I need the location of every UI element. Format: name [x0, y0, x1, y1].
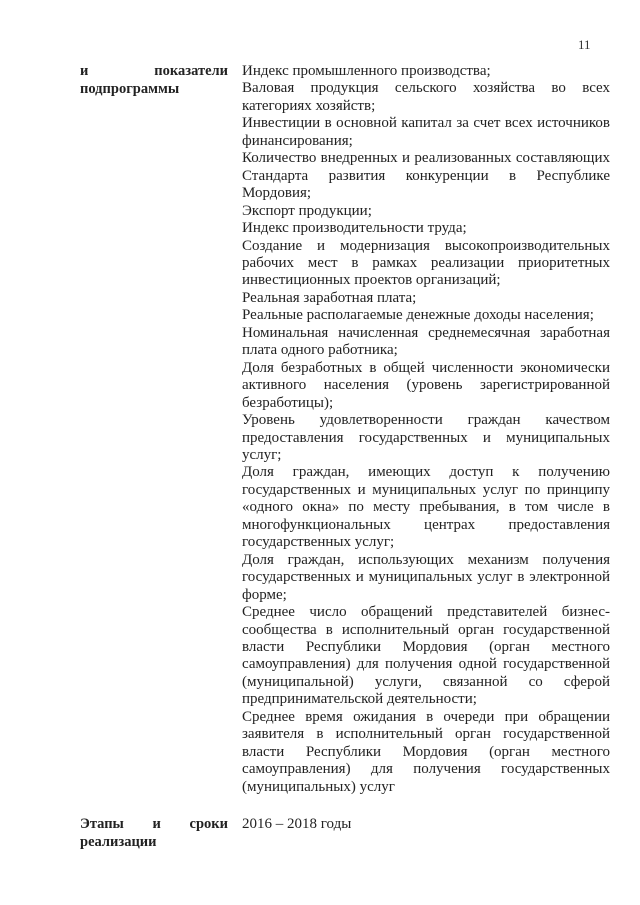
indicator-item: Инвестиции в основной капитал за счет всех источников финансирования;: [242, 115, 610, 149]
indicator-item: Экспорт продукции;: [242, 202, 372, 219]
indicator-item: Индекс производительности труда;: [242, 220, 467, 237]
indicator-item: Валовая продукция сельского хозяйства во всех категориях хозяйств;: [242, 80, 610, 114]
indicator-item: Создание и модернизация высокопроизводительных рабочих мест в рамках реализации приоритетных инвестиционных проектов организаций;: [242, 237, 610, 289]
indicators-list: [242, 63, 610, 796]
indicator-item: Уровень удовлетворенности граждан качеством предоставления государственных и муниципальных услуг;: [242, 412, 610, 463]
stages-label: [80, 816, 228, 851]
indicator-item: Доля граждан, имеющих доступ к получению государственных и муниципальных услуг по принципу «одного окна» по месту пребывания, в том числе в многофункциональных центрах предоставления государственных услуг;: [242, 464, 610, 551]
stages-label-line1: Этапы и сроки: [80, 816, 228, 832]
indicator-item: Доля граждан, использующих механизм получения государственных и муниципальных услуг в электронной форме;: [242, 551, 610, 603]
indicator-item: Реальные располагаемые денежные доходы населения;: [242, 307, 594, 324]
indicator-item: Реальная заработная плата;: [242, 289, 417, 306]
stages-value: 2016 – 2018 годы: [242, 816, 352, 832]
indicator-item: Количество внедренных и реализованных составляющих Стандарта развития конкуренции в Республике Мордовия;: [242, 150, 610, 202]
indicator-item: Среднее время ожидания в очереди при обращении заявителя в исполнительный орган государственной власти Республики Мордовия (орган местного самоуправления) для получения государственных (муниципальных) услуг: [242, 708, 610, 795]
page-number: 11: [578, 37, 591, 52]
indicators-label: [80, 63, 228, 796]
indicator-item: Среднее число обращений представителей бизнес-сообщества в исполнительный орган государственной власти Республики Мордовия (орган местного самоуправления) для получения одной государственной (муниципальной) услуги, связанной со сферой предпринимательской деятельности;: [242, 604, 610, 708]
indicator-item: Индекс промышленного производства;: [242, 63, 491, 79]
stages-row: [80, 816, 610, 851]
indicators-row: [80, 63, 610, 796]
stages-value-cell: [242, 816, 610, 851]
indicators-label-line2: подпрограммы: [80, 80, 180, 97]
indicator-item: Доля безработных в общей численности экономически активного населения (уровень зарегистрированной безработицы);: [242, 359, 610, 411]
stages-label-line2: реализации: [80, 833, 157, 850]
indicators-label-line1: и показатели: [80, 63, 228, 79]
indicator-item: Номинальная начисленная среднемесячная заработная плата одного работника;: [242, 324, 610, 359]
